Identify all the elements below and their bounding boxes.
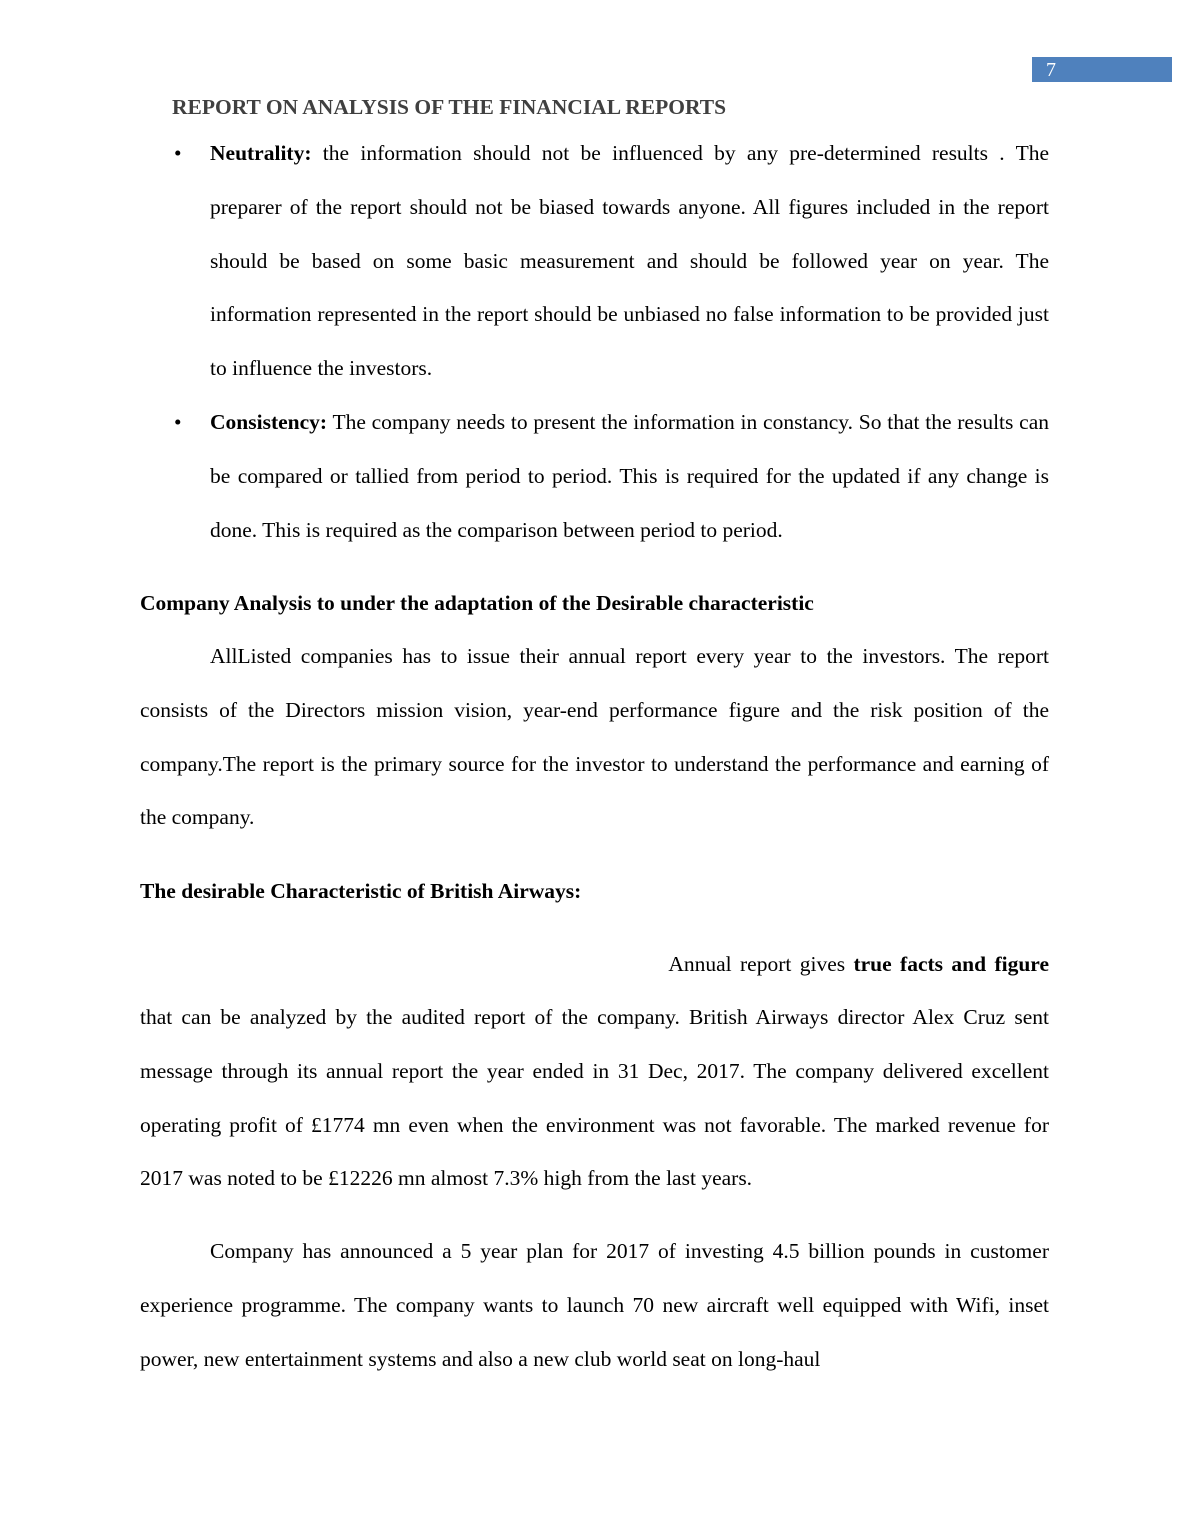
running-head: REPORT ON ANALYSIS OF THE FINANCIAL REPORTS [172, 95, 727, 119]
section-heading-company-analysis: Company Analysis to under the adaptation of the Desirable characteristic [140, 591, 814, 615]
page-number: 7 [1046, 59, 1056, 81]
paragraph-text: AllListed companies has to issue their annual report every year to the investors. The report consists of the Directors mission vision, year-end performance figure and the risk position of the company.The report is the primary source for the investor to understand the performance and earning of the company. [140, 644, 1049, 830]
bullet-term: Consistency: [210, 410, 328, 434]
paragraph-british-airways-results: that can be analyzed by the audited report of the company. British Airways director Alex Cruz sent message through its annual report the year ended in 31 Dec, 2017. The company delivered excellent operating profit of £1774 mn even when the environment was not favorable. The marked revenue for 2017 was noted to be £12226 mn almost 7.3% high from the last years. [140, 1005, 1049, 1191]
section-heading-british-airways: The desirable Characteristic of British Airways: [140, 879, 582, 903]
paragraph-text: Company has announced a 5 year plan for 2017 of investing 4.5 billion pounds in customer experience programme. The company wants to launch 70 new aircraft well equipped with Wifi, inset power, new entertainment systems and also a new club world seat on long-haul [140, 1239, 1049, 1371]
paragraph-company-analysis [140, 630, 1049, 845]
lead-text: Annual report gives [668, 952, 854, 976]
bullet-marker: • [174, 141, 182, 165]
bullet-text: The company needs to present the information in constancy. So that the results can be compared or tallied from period to period. This is required for the updated if any change is done. This is required as the comparison between period to period. [210, 410, 1049, 542]
paragraph-investment-plan [140, 1225, 1049, 1386]
bullet-term: Neutrality: [210, 141, 312, 165]
lead-bold-text: true facts and figure [853, 952, 1049, 976]
bullet-marker: • [174, 410, 182, 434]
bullet-consistency [174, 396, 1049, 557]
page-number-bar [1032, 57, 1172, 82]
annual-report-lead-line [140, 950, 1049, 978]
bullet-text: the information should not be influenced by any pre-determined results . The preparer of the report should not be biased towards anyone. All figures included in the report should be based on some basic measurement and should be followed year on year. The information represented in the report should be unbiased no false information to be provided just to influence the investors. [210, 141, 1049, 381]
bullet-neutrality [174, 127, 1049, 396]
